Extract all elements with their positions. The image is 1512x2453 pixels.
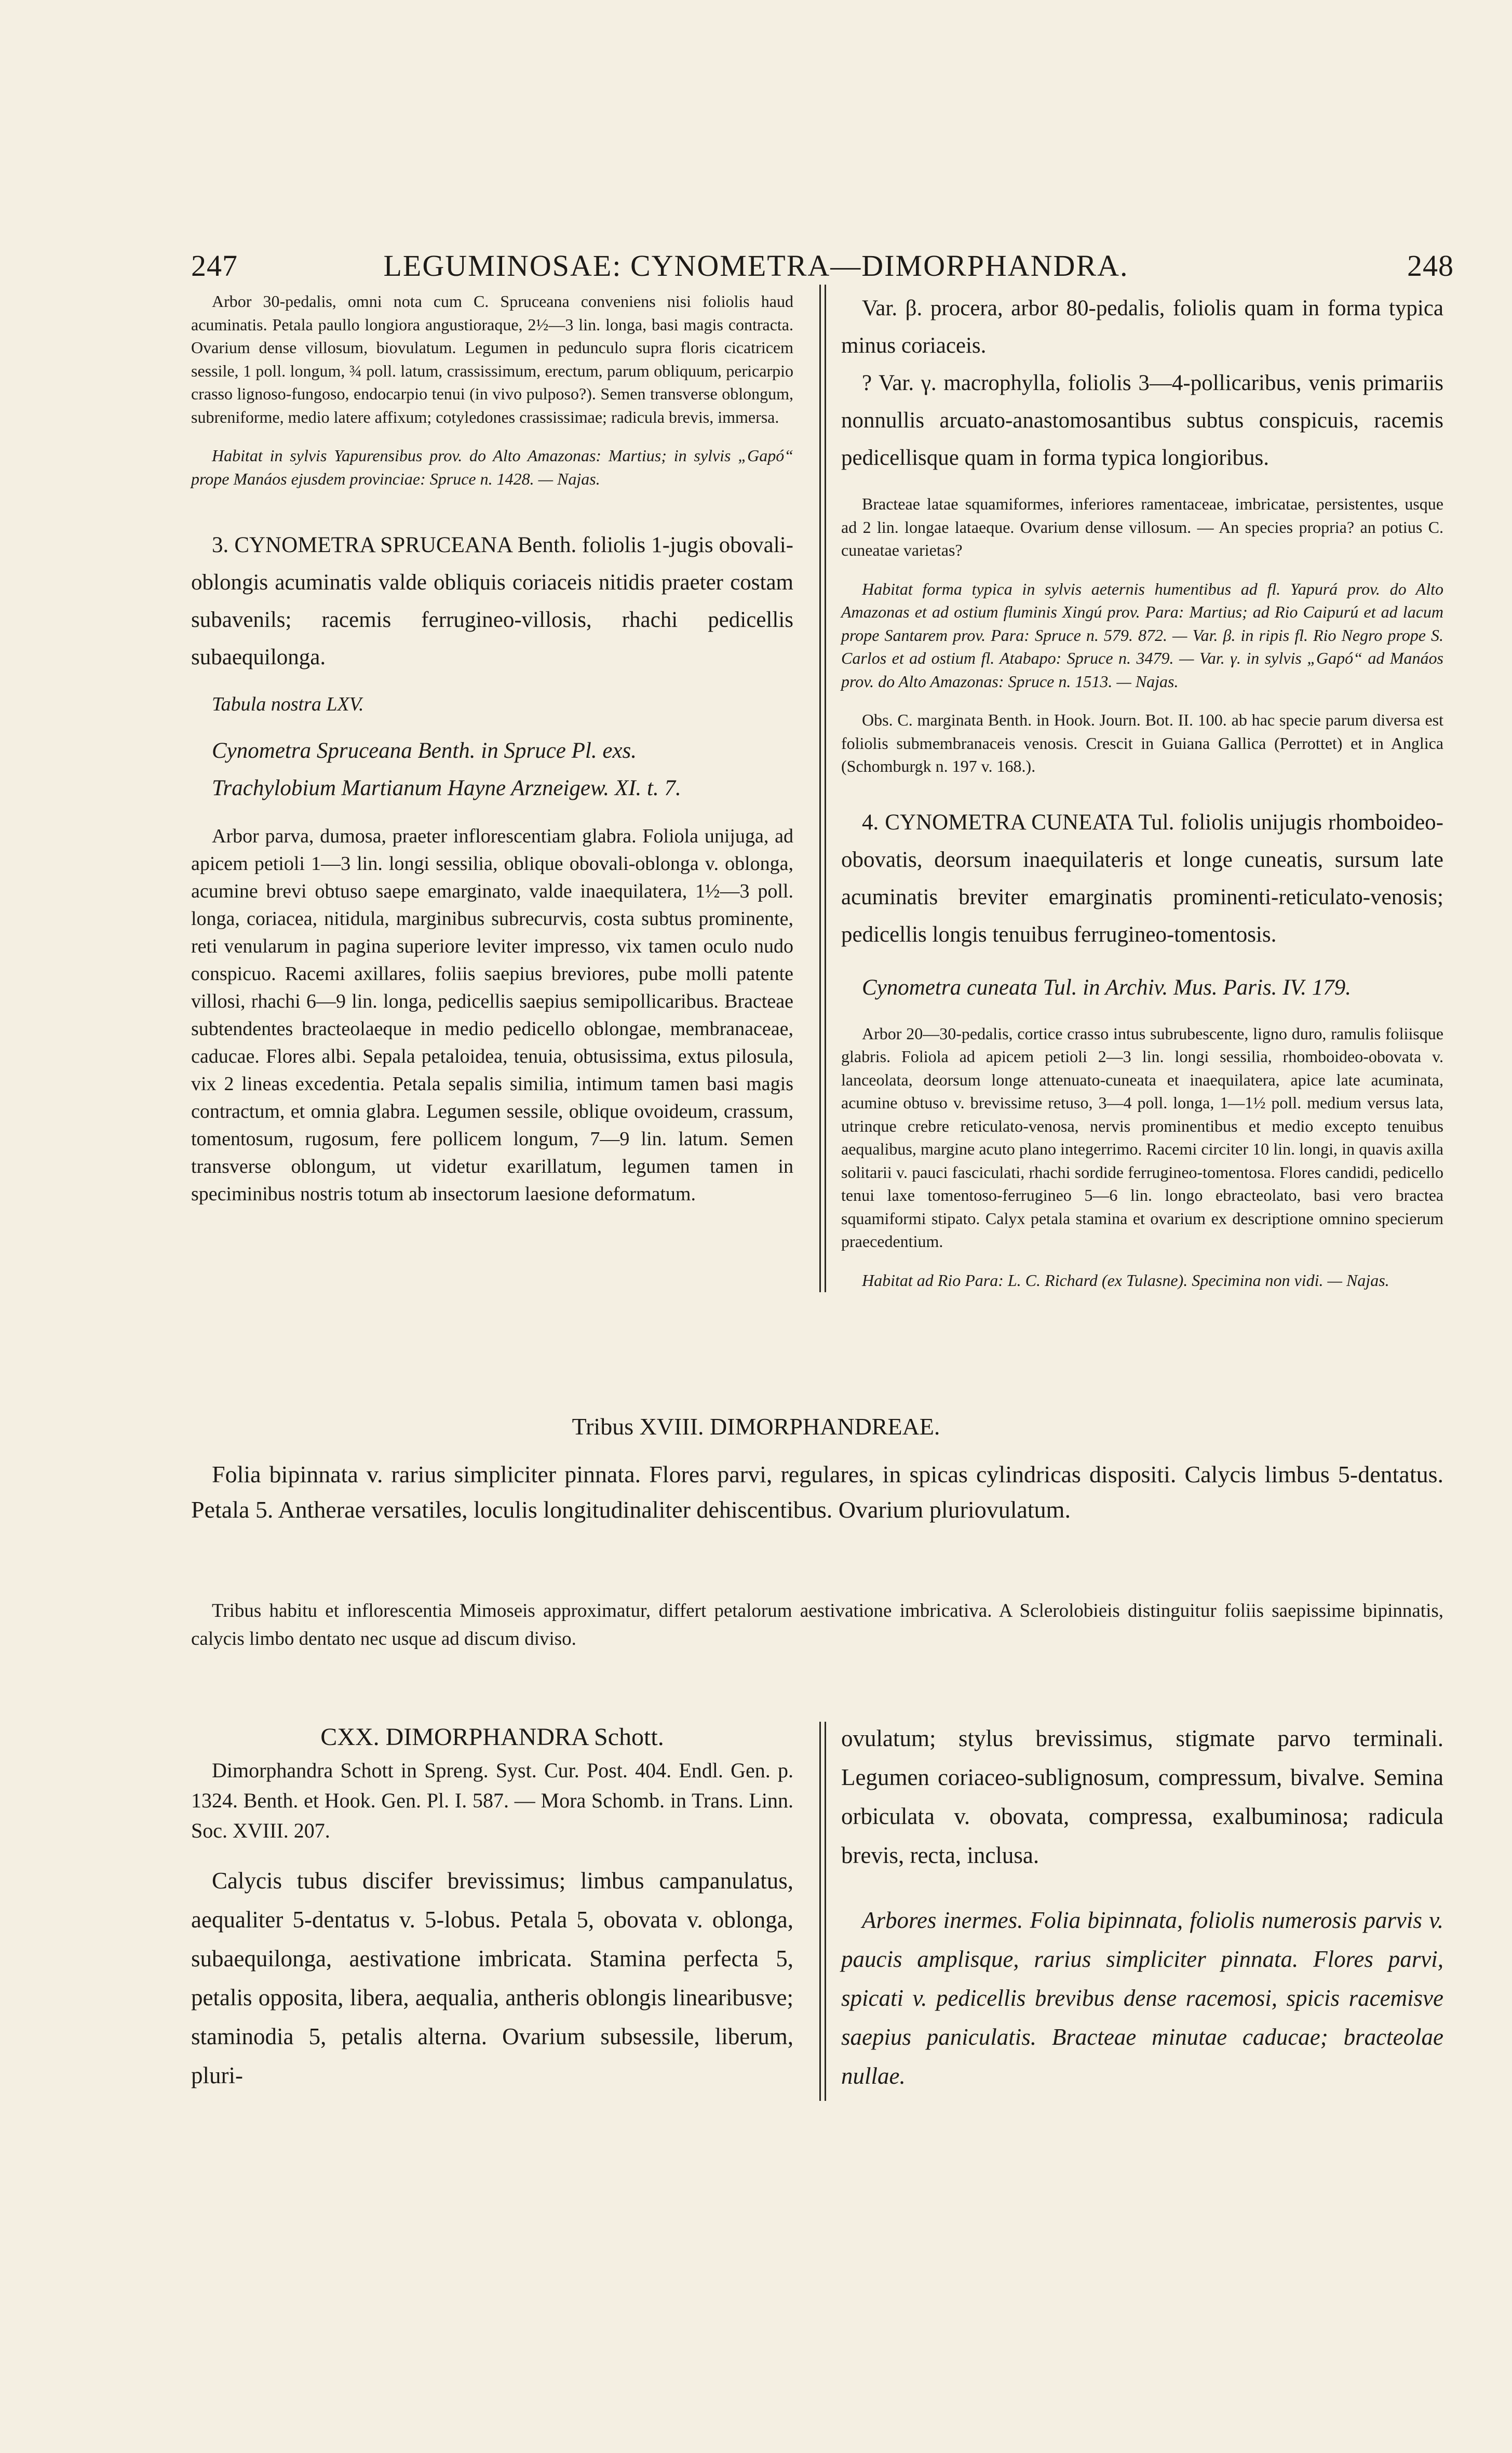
column-rule-top-a: [819, 285, 821, 1292]
species-description: Arbor 20—30-pedalis, cortice crasso intus subrubescente, ligno duro, ramulis foliisque glabris. Foliola ad apicem petioli 2—3 lin. longi sessilia, rhomboideo-obovata v. lanceolata, deorsum longe attenuato-cuneata et inaequilatera, apice late acuminata, acumine obtuso v. brevissime retuso, 3—4 poll. longa, 1—1½ poll. medium versus lata, utrinque crebre reticulato-venosa, nervis prominentibus et medio excepto tenuibus aequalibus, margine acuto plano integerrimo. Racemi circiter 10 lin. longi, in quavis axilla solitarii v. pauci fasciculati, rhachi sordide ferrugineo-tomentosa. Flores candidi, pedicello tenui laxe tomentoso-ferrugineo 5—6 lin. longo ebracteolato, basi vero bractea squamiformi stipato. Calyx petala stamina et ovarium ex descriptione omnino specierum praecedentium.: [841, 1024, 1443, 1251]
plate-reference: Tabula nostra LXV.: [212, 693, 364, 715]
tribe-note-text: Tribus habitu et inflorescentia Mimoseis approximatur, differt petalorum aestivatione imbricativa. A Sclerolobieis distinguitur foliis saepissime bipinnatis, calycis limbo dentato nec usque ad discum diviso.: [191, 1600, 1443, 1650]
tribe-heading: Tribus XVIII. DIMORPHANDREAE.: [572, 1413, 940, 1440]
species-diagnosis: 3. CYNOMETRA SPRUCEANA Benth. foliolis 1-jugis obovali-oblongis acuminatis valde obliquis coriaceis nitidis praeter costam subavenils; racemis ferrugineo-villosis, rhachi pedicellis subaequilonga.: [191, 533, 793, 669]
synonym-line: Trachylobium Martianum Hayne Arzneigew. XI. t. 7.: [212, 776, 681, 800]
genus-habit: Arbores inermes. Folia bipinnata, foliolis numerosis parvis v. paucis amplisque, rarius simpliciter pinnata. Flores parvi, spicati v. pedicellis brevibus dense racemosi, spicis racemisve saepius paniculatis. Bracteae minutae caducae; bracteolae nullae.: [841, 1907, 1443, 2089]
running-title: LEGUMINOSAE: CYNOMETRA—DIMORPHANDRA.: [383, 249, 1129, 283]
tribe-diagnosis: [191, 1457, 1443, 1527]
page-number-right: 248: [1407, 249, 1454, 283]
genus-heading: CXX. DIMORPHANDRA Schott.: [320, 1723, 664, 1751]
synonym-line: Cynometra Spruceana Benth. in Spruce Pl. exs.: [212, 739, 637, 763]
cynometra-description-continued: Arbor 30-pedalis, omni nota cum C. Spruceana conveniens nisi foliolis haud acuminatis. Petala paullo longiora angustioraque, 2½—3 lin. longa, basi magis contracta. Ovarium dense villosum, biovulatum. Legumen in pedunculo supra floris cicatricem sessile, 1 poll. longum, ¾ poll. latum, crassissimum, erectum, parum obliquum, pericarpio crasso lignoso-fungoso, endocarpio tenui (in vivo pulposo?). Semen transverse oblongum, subreniforme, medio latere affixum; cotyledones crassissimae; radicula brevis, immersa.: [191, 292, 793, 426]
column-rule-bottom-a: [819, 1722, 821, 2101]
right-column: [841, 290, 1443, 1292]
species-diagnosis: 4. CYNOMETRA CUNEATA Tul. foliolis unijugis rhomboideo-obovatis, deorsum inaequilateris et longe cuneatis, sursum late acuminatis breviter emarginatis prominenti-reticulato-venosis; pedicellis longis tenuibus ferrugineo-tomentosis.: [841, 810, 1443, 947]
habitat-paragraph: Habitat forma typica in sylvis aeternis humentibus ad fl. Yapurá prov. do Alto Amazonas et ad ostium fluminis Xingú prov. Para: Martius; ad Rio Caipurú et ad lacum prope Santarem prov. Para: Spruce n. 579. 872. — Var. β. in ripis fl. Rio Negro prope S. Carlos et ad ostium fl. Atabapo: Spruce n. 3479. — Var. γ. in sylvis „Gapó“ ad Manáos prov. do Alto Amazonas: Spruce n. 1513. — Najas.: [841, 579, 1443, 691]
synonym-line: Cynometra cuneata Tul. in Archiv. Mus. Paris. IV. 179.: [862, 975, 1351, 1000]
habitat-paragraph: Habitat ad Rio Para: L. C. Richard (ex Tulasne). Specimina non vidi. — Najas.: [862, 1270, 1389, 1290]
genus-left-column: [191, 1719, 793, 2095]
genus-synonymy: Dimorphandra Schott in Spreng. Syst. Cur. Post. 404. Endl. Gen. p. 1324. Benth. et Hook. Gen. Pl. I. 587. — Mora Schomb. in Trans. Linn. Soc. XVIII. 207.: [191, 1759, 793, 1842]
bracts-note: Bracteae latae squamiformes, inferiores ramentaceae, imbricatae, persistentes, usque ad 2 lin. longae lataeque. Ovarium dense villosum. — An species propria? an potius C. cuneatae varietas?: [841, 494, 1443, 559]
genus-description-continued: ovulatum; stylus brevissimus, stigmate parvo terminali. Legumen coriaceo-sublignosum, compressum, bivalve. Semina orbiculata v. obovata, compressa, exalbuminosa; radicula brevis, recta, inclusa.: [841, 1725, 1443, 1868]
column-rule-bottom-b: [825, 1722, 826, 2101]
genus-description: Calycis tubus discifer brevissimus; limbus campanulatus, aequaliter 5-dentatus v. 5-lobus. Petala 5, obovata v. oblonga, subaequilonga, aestivatione imbricata. Stamina perfecta 5, petalis opposita, libera, aequalia, antheris oblongis linearibusve; staminodia 5, petalis alterna. Ovarium subsessile, liberum, pluri-: [191, 1868, 793, 2088]
habitat-paragraph: Habitat in sylvis Yapurensibus prov. do Alto Amazonas: Martius; in sylvis „Gapó“ prope Manáos ejusdem provinciae: Spruce n. 1428. — Najas.: [191, 446, 793, 488]
tribe-note: [191, 1597, 1443, 1653]
species-description: Arbor parva, dumosa, praeter inflorescentiam glabra. Foliola unijuga, ad apicem petioli 1—3 lin. longi sessilia, oblique obovali-oblonga v. oblonga, acumine brevi obtuso saepe emarginato, valde inaequilatera, 1½—3 poll. longa, coriacea, nitidula, marginibus subrecurvis, costa subtus prominente, reti venularum in pagina superiore leviter impresso, vix tamen oculo nudo conspicuo. Racemi axillares, foliis saepius breviores, pube molli patente villosi, rhachi 6—9 lin. longa, pedicellis saepius semipollicaribus. Bracteae subtendentes bracteolaeque in medio pedicello oblongae, membranaceae, caducae. Flores albi. Sepala petaloidea, tenuia, obtusissima, extus pilosula, vix 2 lineas excedentia. Petala sepalis similia, intimum tamen basi magis contractum, et omnia glabra. Legumen sessile, oblique ovoideum, crassum, tomentosum, rugosum, fere pollicem longum, 7—9 lin. latum. Semen transverse oblongum, ut videtur exarillatum, legumen tamen in speciminibus nostris totum ab insectorum laesione deformatum.: [191, 825, 793, 1205]
variety-gamma: ? Var. γ. macrophylla, foliolis 3—4-pollicaribus, venis primariis nonnullis arcuato-anastomosantibus subtus conspicuis, racemis pedicellisque quam in forma typica longioribus.: [841, 371, 1443, 470]
page-number-left: 247: [191, 249, 238, 283]
genus-right-column: [841, 1719, 1443, 2096]
tribe-diagnosis-text: Folia bipinnata v. rarius simpliciter pinnata. Flores parvi, regulares, in spicas cylindricas dispositi. Calycis limbus 5-dentatus. Petala 5. Antherae versatiles, loculis longitudinaliter dehiscentibus. Ovarium pluriovulatum.: [191, 1461, 1443, 1523]
observation-note: Obs. C. marginata Benth. in Hook. Journ. Bot. II. 100. ab hac specie parum diversa est foliolis submembranaceis venosis. Crescit in Guiana Gallica (Perrottet) et in Anglica (Schomburgk n. 197 v. 168.).: [841, 711, 1443, 775]
variety-beta: Var. β. procera, arbor 80-pedalis, foliolis quam in forma typica minus coriaceis.: [841, 296, 1443, 358]
column-rule-top-b: [825, 285, 826, 1292]
left-column: [191, 290, 793, 1208]
